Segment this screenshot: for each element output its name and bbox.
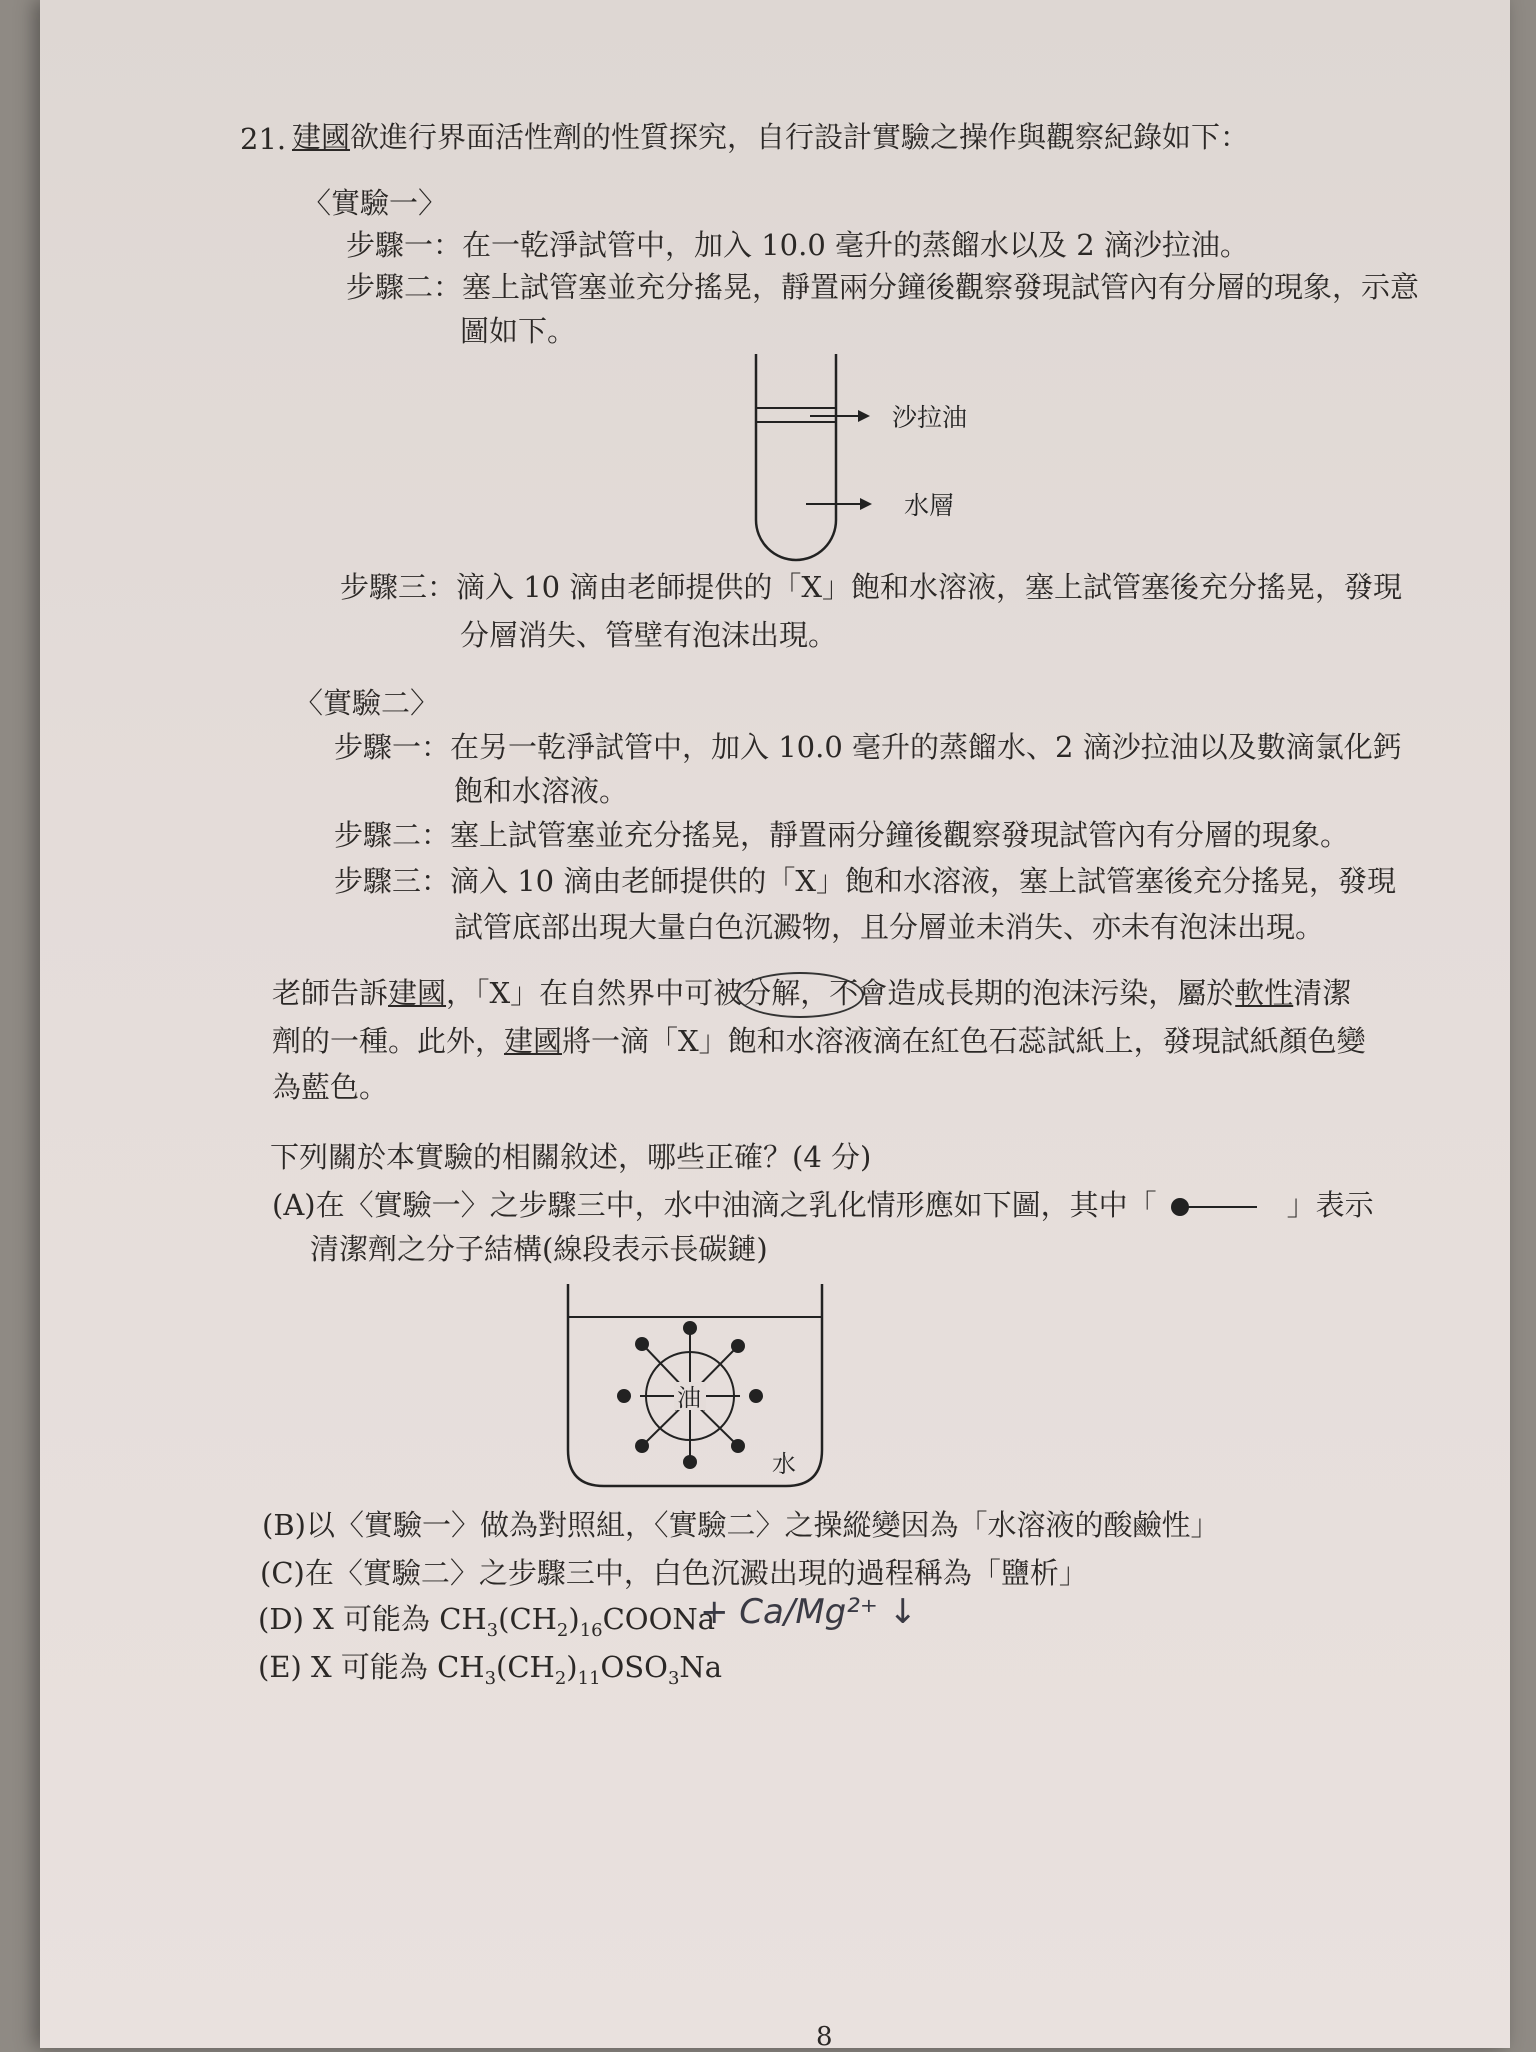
text: (E) X 可能為 (258, 1650, 438, 1684)
step-label: 步驟二： (334, 818, 451, 852)
formula-part: COONa (602, 1602, 716, 1636)
formula-part: ) (566, 1650, 578, 1684)
student-name: 建國 (292, 120, 351, 154)
text: 劑的一種。此外， (272, 1024, 505, 1058)
exp1-step1 (346, 228, 1249, 263)
option-d (258, 1602, 715, 1641)
carbon-chain-icon (1187, 1206, 1257, 1208)
exp1-step3 (340, 570, 1402, 605)
question-intro (292, 120, 1249, 155)
handwritten-note: + Ca/Mg²⁺ ↓ (700, 1592, 918, 1632)
step-text: 塞上試管塞並充分搖晃，靜置兩分鐘後觀察發現試管內有分層的現象，示意 (462, 270, 1420, 304)
option-c: (C)在〈實驗二〉之步驟三中，白色沉澱出現的過程稱為「鹽析」 (260, 1556, 1088, 1590)
formula-sub: 3 (667, 1667, 680, 1689)
option-a-text: (A)在〈實驗一〉之步驟三中，水中油滴之乳化情形應如下圖，其中「 (272, 1188, 1157, 1222)
option-e (258, 1650, 722, 1689)
test-tube-outline (756, 354, 836, 560)
question-prompt: 下列關於本實驗的相關敘述，哪些正確？(4 分) (270, 1140, 872, 1174)
text: 將一滴「X」飽和水溶液滴在紅色石蕊試紙上，發現試紙顏色變 (562, 1024, 1366, 1058)
exp2-step1 (334, 730, 1402, 765)
micelle-water-label: 水 (772, 1450, 796, 1478)
formula-sub: 3 (486, 1619, 499, 1641)
formula-part: Na (679, 1650, 723, 1684)
water-arrow-head (860, 498, 872, 510)
step-label: 步驟二： (346, 270, 463, 304)
formula-sub: 2 (554, 1667, 567, 1689)
exp2-step3-cont: 試管底部出現大量白色沉澱物，且分層並未消失、亦未有泡沫出現。 (454, 910, 1325, 944)
formula-part: CH (439, 1602, 487, 1636)
step-text: 在另一乾淨試管中，加入 10.0 毫升的蒸餾水、2 滴沙拉油以及數滴氯化鈣 (450, 730, 1402, 764)
step-text: 滴入 10 滴由老師提供的「X」飽和水溶液，塞上試管塞後充分搖晃，發現 (456, 570, 1403, 604)
text: (D) X 可能為 (258, 1602, 440, 1636)
test-tube-diagram (740, 352, 1020, 572)
formula-part: (CH (498, 1602, 557, 1636)
option-b: (B)以〈實驗一〉做為對照組，〈實驗二〉之操縱變因為「水溶液的酸鹼性」 (262, 1508, 1220, 1542)
step-label: 步驟一： (334, 730, 451, 764)
text: 老師告訴 (272, 976, 389, 1010)
micelle-diagram (560, 1280, 840, 1500)
step-label: 步驟三： (334, 864, 451, 898)
oil-arrow-head (858, 410, 870, 422)
formula-part: ) (568, 1602, 580, 1636)
circled-phrase: 可被分解 (684, 976, 801, 1010)
question-number: 21. (240, 122, 287, 156)
oil-layer-label: 沙拉油 (892, 403, 968, 432)
water-layer-label: 水層 (904, 491, 955, 520)
formula-sub: 3 (484, 1667, 497, 1689)
exp2-step1-cont: 飽和水溶液。 (454, 774, 629, 808)
exp2-step2 (334, 818, 1349, 853)
exp2-title: 〈實驗二〉 (294, 686, 440, 720)
step-text: 滴入 10 滴由老師提供的「X」飽和水溶液，塞上試管塞後充分搖晃，發現 (450, 864, 1397, 898)
formula-sub: 16 (579, 1619, 603, 1641)
page-number: 8 (816, 2022, 833, 2052)
formula-sub: 11 (577, 1667, 601, 1689)
step-text: 塞上試管塞並充分搖晃，靜置兩分鐘後觀察發現試管內有分層的現象。 (450, 818, 1350, 852)
underlined-term: 軟性 (1235, 976, 1294, 1010)
molecule-legend-icon (1157, 1197, 1287, 1217)
teacher-line-3: 為藍色。 (272, 1070, 389, 1104)
formula-sub: 2 (556, 1619, 569, 1641)
exp1-title: 〈實驗一〉 (302, 186, 448, 220)
handwritten-circle-mark (736, 972, 864, 1018)
formula-part: (CH (496, 1650, 555, 1684)
text: 清潔 (1293, 976, 1352, 1010)
option-a-cont: 清潔劑之分子結構(線段表示長碳鏈) (310, 1232, 768, 1266)
step-label: 步驟一： (346, 228, 463, 262)
option-a-end: 」表示 (1286, 1188, 1374, 1222)
micelle-oil-label: 油 (677, 1384, 701, 1412)
student-name: 建國 (388, 976, 447, 1010)
student-name: 建國 (504, 1024, 563, 1058)
step-text: 在一乾淨試管中，加入 10.0 毫升的蒸餾水以及 2 滴沙拉油。 (462, 228, 1249, 262)
intro-text: 欲進行界面活性劑的性質探究，自行設計實驗之操作與觀察紀錄如下： (350, 120, 1250, 154)
exp1-step3-cont: 分層消失、管壁有泡沫出現。 (460, 618, 838, 652)
exp1-step2 (346, 270, 1419, 305)
formula-part: OSO (600, 1650, 668, 1684)
formula-part: CH (437, 1650, 485, 1684)
text: ，不會造成長期的泡沫污染，屬於 (800, 976, 1236, 1010)
exp1-step2-cont: 圖如下。 (460, 314, 577, 348)
exp2-step3 (334, 864, 1396, 899)
text: ，「X」在自然界中 (446, 976, 685, 1010)
teacher-line-2 (272, 1024, 1366, 1059)
step-label: 步驟三： (340, 570, 457, 604)
option-a (272, 1188, 1374, 1223)
